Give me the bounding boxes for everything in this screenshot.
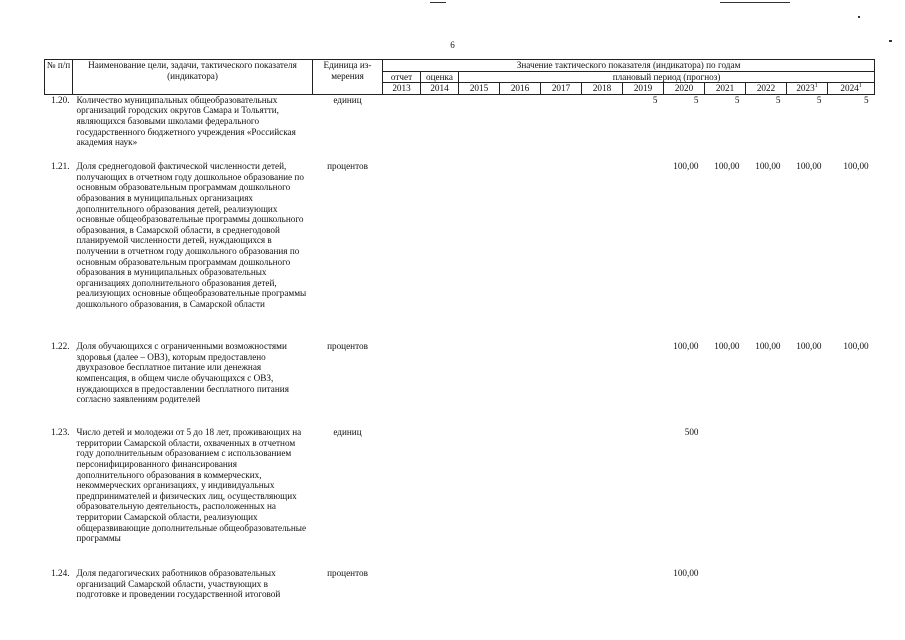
value-cell: [459, 568, 500, 608]
year-label: 2024: [840, 83, 859, 94]
row-number: 1.24.: [51, 568, 70, 579]
indicator-name-text: Количество муниципальных общеобразовательных организаций городских округов Самара и Тольятти, являющихся базовыми школами федерального государственного бюджетного учреждения «Российская академия наук»: [76, 94, 296, 148]
footnote-mark: 1: [814, 83, 818, 90]
table-header: [45, 60, 875, 95]
scan-mark: [430, 2, 446, 3]
table-row: [45, 94, 875, 161]
value-cell: [421, 94, 459, 161]
value-cell: [383, 568, 421, 608]
value-cell: [828, 427, 875, 568]
value-cell: [459, 427, 500, 568]
header-estimate: оценка: [421, 71, 459, 83]
value-cell: [421, 161, 459, 341]
value-cell: [582, 161, 623, 341]
value-cell: 100,00: [755, 161, 781, 172]
value-cell: [623, 341, 664, 427]
header-unit: Единица из-мерения: [313, 60, 383, 95]
value-cell: [541, 341, 582, 427]
unit: единиц: [333, 427, 362, 438]
value-cell: [541, 94, 582, 161]
value-cell: [541, 568, 582, 608]
header-year: 2017: [541, 83, 582, 95]
header-year: 2020: [664, 83, 705, 95]
value-cell: [705, 568, 746, 608]
value-cell: [421, 427, 459, 568]
row-number: 1.21.: [51, 161, 70, 172]
value-cell: [582, 94, 623, 161]
header-year: 2019: [623, 83, 664, 95]
table-row: [45, 568, 875, 608]
header-year-2013: 2013: [383, 83, 421, 95]
value-cell: [500, 427, 541, 568]
value-cell: 100,00: [673, 341, 699, 352]
value-cell: [623, 568, 664, 608]
indicator-name: [73, 568, 313, 608]
value-cell: [383, 94, 421, 161]
value-cell: [459, 161, 500, 341]
scan-mark: [720, 2, 790, 3]
value-cell: [459, 341, 500, 427]
header-planned: плановый период (прогноз): [459, 71, 875, 83]
header-year-2014: 2014: [421, 83, 459, 95]
row-number: 1.22.: [51, 341, 70, 352]
indicator-name: [73, 427, 313, 568]
value-cell: 100,00: [843, 341, 869, 352]
header-year: 2022: [746, 83, 787, 95]
value-cell: 5: [864, 94, 869, 105]
header-group: Значение тактического показателя (индикатора) по годам: [383, 60, 875, 72]
value-cell: 100,00: [843, 161, 869, 172]
value-cell: 500: [684, 427, 699, 438]
value-cell: [500, 94, 541, 161]
scan-mark: [858, 16, 860, 18]
value-cell: 100,00: [714, 161, 740, 172]
header-year: 2016: [500, 83, 541, 95]
value-cell: 5: [775, 94, 781, 105]
value-cell: 100,00: [796, 161, 822, 172]
header-year: 2015: [459, 83, 500, 95]
row-number: 1.23.: [51, 427, 70, 438]
indicator-name: [73, 341, 313, 427]
header-name: Наименование цели, задачи, тактического показателя (индикатора): [73, 60, 313, 95]
value-cell: [787, 568, 828, 608]
row-number: 1.20.: [51, 94, 70, 105]
value-cell: [541, 427, 582, 568]
unit: процентов: [327, 161, 368, 172]
value-cell: [421, 341, 459, 427]
value-cell: [500, 341, 541, 427]
header-report: отчет: [383, 71, 421, 83]
value-cell: 100,00: [714, 341, 740, 352]
value-cell: [582, 568, 623, 608]
value-cell: 100,00: [673, 568, 699, 579]
table-row: [45, 161, 875, 341]
value-cell: 5: [652, 94, 658, 105]
indicator-name-text: Доля обучающихся с ограниченными возможностями здоровья (далее – ОВЗ), которым предоставлено двухразовое бесплатное питание или денежная компенсация, в общем числе обучающихся с ОВЗ, нуждающихся в предоставлении бесплатного питания согласно заявлениям родителей: [76, 341, 289, 405]
unit: процентов: [327, 341, 368, 352]
value-cell: [828, 568, 875, 608]
indicator-name: [73, 94, 313, 161]
value-cell: 5: [693, 94, 699, 105]
value-cell: [500, 161, 541, 341]
value-cell: [705, 427, 746, 568]
value-cell: [500, 568, 541, 608]
unit: процентов: [327, 568, 368, 579]
value-cell: [541, 161, 582, 341]
indicator-name-text: Доля среднегодовой фактической численности детей, получающих в отчетном году дошкольное образование по основным образовательным программам дошкольного образования в муниципальных организациях дополнительного образования детей, реализующих основные общеобразовательные программы дошкольного образования, в Самарской области, в среднегодовой планируемой численности детей, нуждающихся в получении в отчетном году дошкольного образования по основным образовательным программам дошкольного образования в муниципальных образовательных организациях дополнительного образования детей, реализующих основные общеобразовательные программы дошкольного образования, в Самарской области: [76, 161, 307, 309]
indicator-table: [44, 59, 875, 608]
value-cell: 5: [734, 94, 740, 105]
year-label: 2023: [796, 83, 815, 94]
indicator-name-text: Доля педагогических работников образовательных организаций Самарской области, участвующих в подготовке и проведении государственной итоговой: [76, 568, 281, 600]
value-cell: 100,00: [755, 341, 781, 352]
value-cell: 100,00: [796, 341, 822, 352]
header-year: 2021: [705, 83, 746, 95]
table-row: [45, 341, 875, 427]
header-num: № п/п: [45, 60, 73, 95]
value-cell: [383, 341, 421, 427]
page-number: 6: [450, 40, 455, 50]
table-body: [45, 94, 875, 608]
value-cell: [746, 427, 787, 568]
table-row: [45, 427, 875, 568]
value-cell: [459, 94, 500, 161]
indicator-name: [73, 161, 313, 341]
indicator-name-text: Число детей и молодежи от 5 до 18 лет, проживающих на территории Самарской области, охваченных в отчетном году дополнительным образованием с использованием персонифицированного финансирования дополнительного образования в коммерческих, некоммерческих организациях, у индивидуальных предпринимателей и физических лиц, осуществляющих образовательную деятельность, расположенных на территории Самарской области, реализующих общеразвивающие дополнительные общеобразовательные программы: [76, 427, 307, 544]
value-cell: [746, 568, 787, 608]
header-year: [828, 83, 875, 95]
header-year: 2018: [582, 83, 623, 95]
header-year: [787, 83, 828, 95]
value-cell: [623, 427, 664, 568]
value-cell: [383, 427, 421, 568]
value-cell: [383, 161, 421, 341]
value-cell: 100,00: [673, 161, 699, 172]
value-cell: [582, 427, 623, 568]
value-cell: [787, 427, 828, 568]
value-cell: 5: [816, 94, 822, 105]
footnote-mark: 1: [858, 83, 862, 90]
value-cell: [623, 161, 664, 341]
value-cell: [582, 341, 623, 427]
value-cell: [421, 568, 459, 608]
unit: единиц: [333, 94, 362, 105]
